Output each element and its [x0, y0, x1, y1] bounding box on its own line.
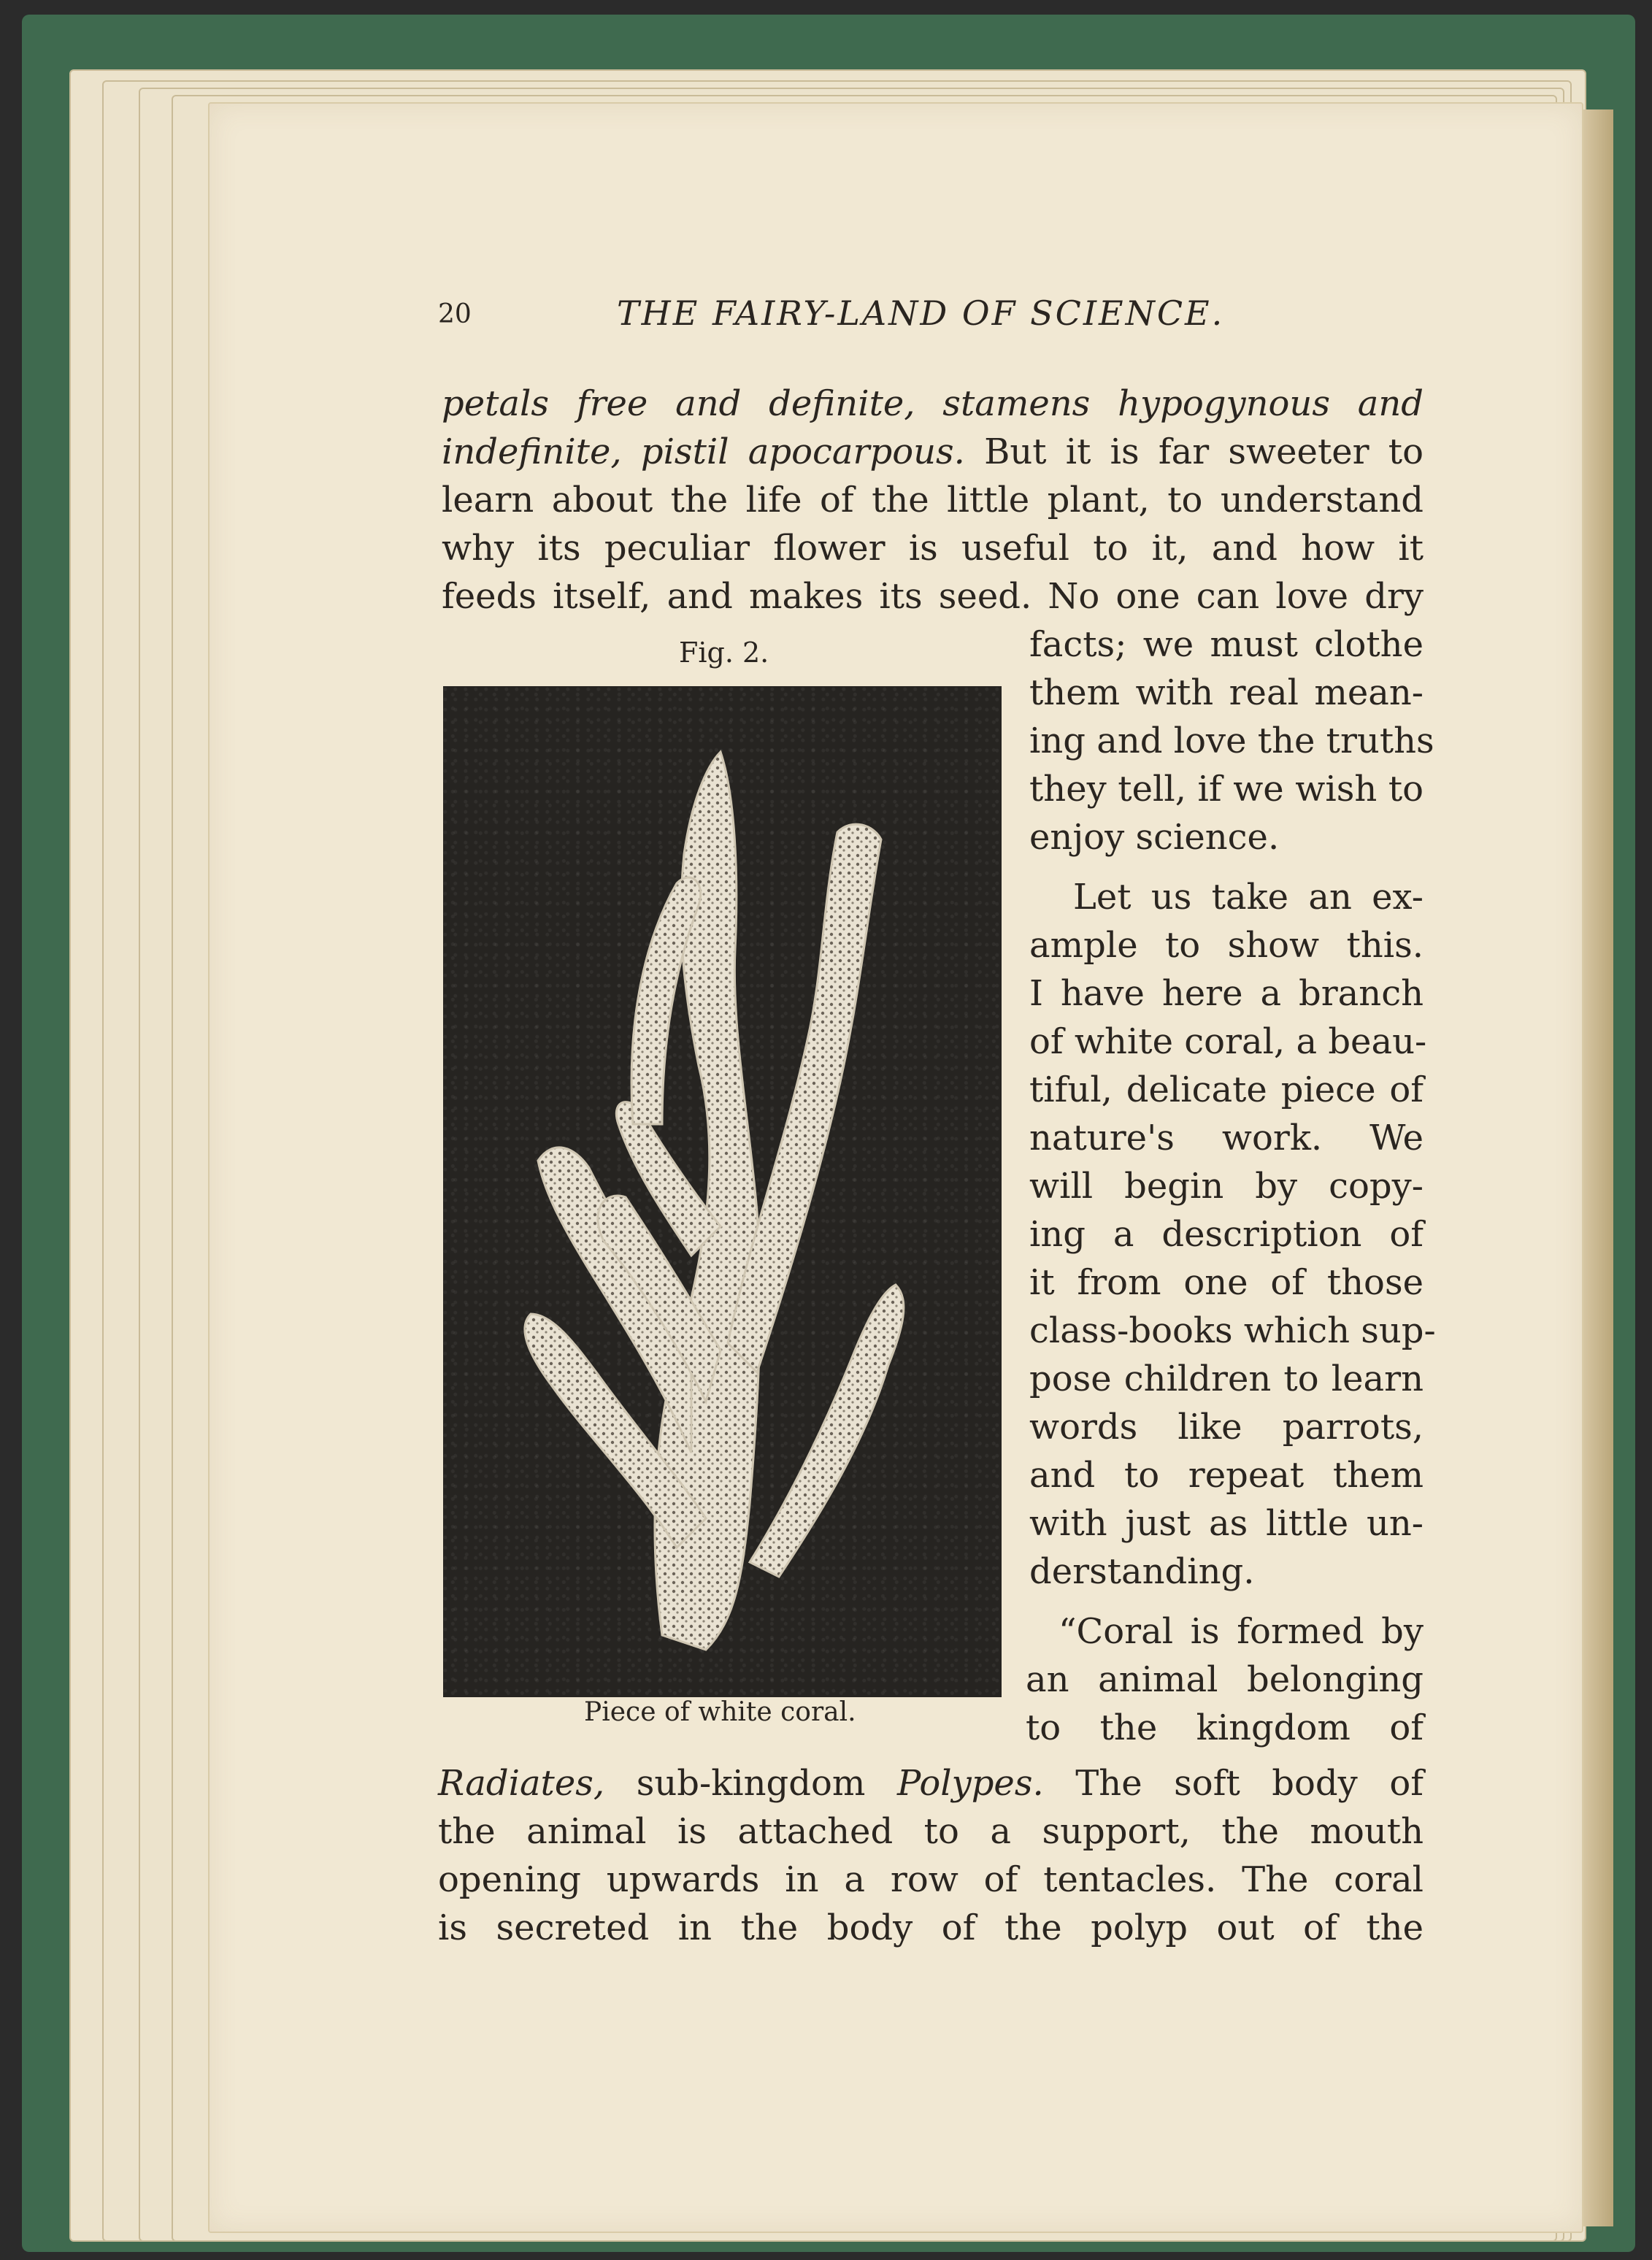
figure-label: Fig. 2.	[679, 637, 769, 669]
text-line: is secreted in the body of the polyp out of the	[438, 1907, 1424, 1948]
running-title: THE FAIRY-LAND OF SCIENCE.	[617, 293, 1225, 333]
text-line: tiful, delicate piece of	[1029, 1069, 1424, 1110]
text-line: with just as little un-	[1029, 1503, 1424, 1544]
text-line: an animal belonging	[1026, 1659, 1424, 1700]
coral-illustration	[443, 686, 1002, 1697]
text-line: ample to show this.	[1029, 925, 1424, 966]
coral-icon	[443, 686, 1002, 1697]
text-line: I have here a branch	[1029, 973, 1424, 1014]
text-line: words like parrots,	[1029, 1407, 1424, 1448]
text-line: it from one of those	[1029, 1262, 1424, 1303]
text-line: “Coral is formed by	[1059, 1611, 1424, 1652]
text-line: them with real mean-	[1029, 672, 1424, 713]
page-number: 20	[438, 299, 472, 329]
text-line: of white coral, a beau-	[1029, 1021, 1427, 1062]
text-line: pose children to learn	[1029, 1358, 1424, 1399]
text-line: the animal is attached to a support, the mouth	[438, 1811, 1424, 1852]
text-line: class-books which sup-	[1029, 1310, 1436, 1351]
text-line: why its peculiar flower is useful to it, and how it	[442, 528, 1424, 569]
page-header	[438, 293, 1424, 345]
text-line: learn about the life of the little plant, to understand	[442, 480, 1424, 520]
text-line: enjoy science.	[1029, 817, 1280, 858]
text-line: nature's work. We	[1029, 1118, 1424, 1158]
text-line: ing and love the truths	[1029, 720, 1434, 761]
text-line: derstanding.	[1029, 1551, 1255, 1592]
figure-caption: Piece of white coral.	[584, 1697, 856, 1727]
text-line: petals free and definite, stamens hypogynous and	[442, 383, 1424, 424]
page-edge	[1580, 109, 1613, 2226]
text-line: indefinite, pistil apocarpous. But it is far sweeter to	[442, 431, 1424, 472]
text-line: they tell, if we wish to	[1029, 769, 1424, 810]
text-line: feeds itself, and makes its seed. No one can love dry	[442, 576, 1424, 617]
text-line: to the kingdom of	[1026, 1707, 1424, 1748]
text-line: opening upwards in a row of tentacles. The coral	[438, 1859, 1424, 1900]
text-line: Radiates, sub-kingdom Polypes. The soft body of	[438, 1763, 1424, 1804]
text-line: will begin by copy-	[1029, 1166, 1424, 1207]
text-line: Let us take an ex-	[1073, 877, 1424, 918]
text-line: facts; we must clothe	[1029, 624, 1424, 665]
text-line: ing a description of	[1029, 1214, 1424, 1255]
text-line: and to repeat them	[1029, 1455, 1424, 1496]
